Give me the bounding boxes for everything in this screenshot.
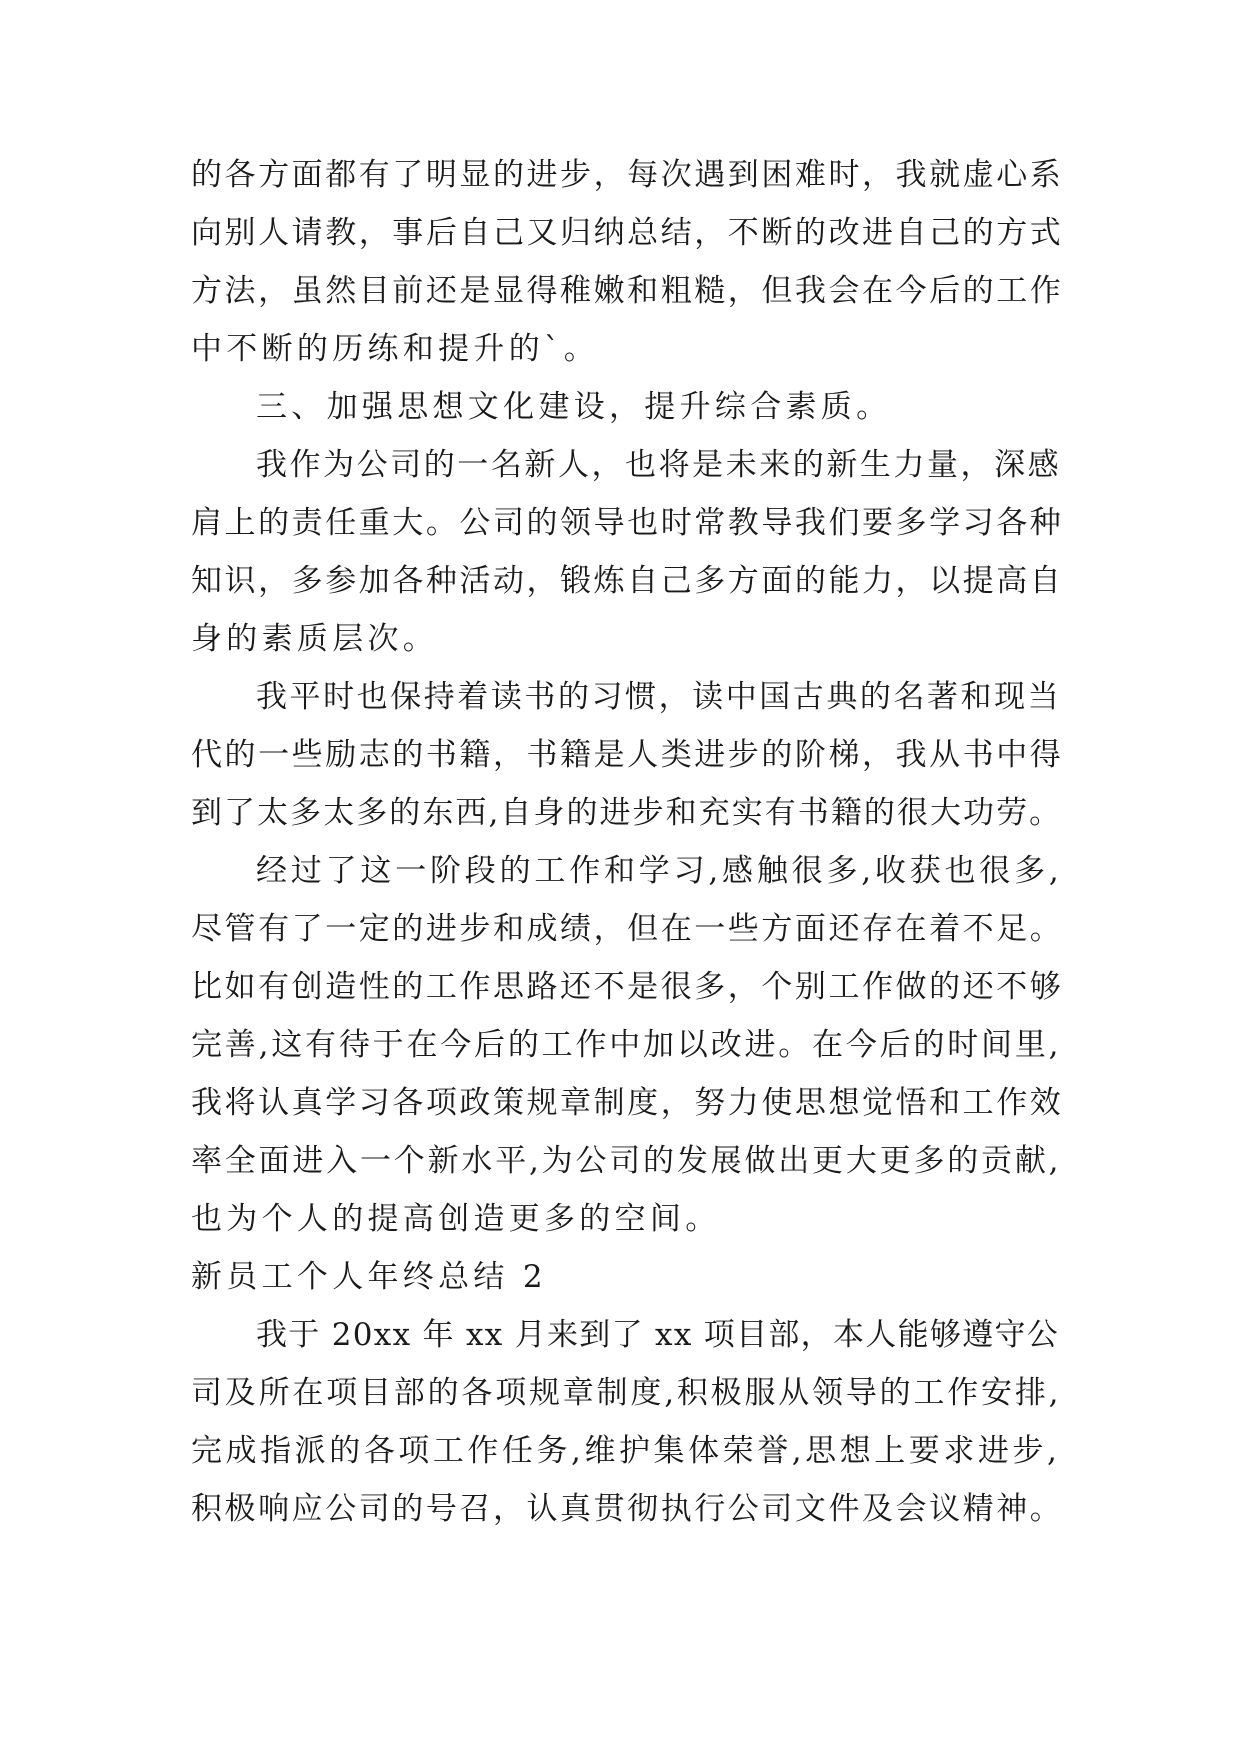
text-line: 肩上的责任重大。公司的领导也时常教导我们要多学习各种 [191, 505, 1064, 541]
text-line: 比如有创造性的工作思路还不是很多，个别工作做的还不够 [191, 969, 1064, 1005]
text-line: 中不断的历练和提升的`。 [191, 331, 600, 367]
text-line: 我将认真学习各项政策规章制度，努力使思想觉悟和工作效 [191, 1085, 1064, 1121]
text-line: 司及所在项目部的各项规章制度,积极服从领导的工作安排, [191, 1375, 1062, 1411]
text-line: 代的一些励志的书籍，书籍是人类进步的阶梯，我从书中得 [191, 737, 1064, 773]
text-line: 我于 20xx 年 xx 月来到了 xx 项目部，本人能够遵守公 [256, 1317, 1060, 1353]
text-line: 我作为公司的一名新人，也将是未来的新生力量，深感 [256, 447, 1062, 483]
text-line: 身的素质层次。 [191, 621, 439, 657]
text-line: 积极响应公司的号召，认真贯彻执行公司文件及会议精神。 [191, 1491, 1064, 1527]
section-heading: 三、加强思想文化建设，提升综合素质。 [256, 389, 892, 425]
document-subtitle: 新员工个人年终总结 2 [191, 1259, 547, 1295]
text-line: 方法，虽然目前还是显得稚嫩和粗糙，但我会在今后的工作 [191, 273, 1064, 309]
text-line: 的各方面都有了明显的进步，每次遇到困难时，我就虚心系 [191, 157, 1064, 193]
text-line: 也为个人的提高创造更多的空间。 [191, 1201, 721, 1237]
text-line: 知识，多参加各种活动，锻炼自己多方面的能力，以提高自 [191, 563, 1064, 599]
text-line: 尽管有了一定的进步和成绩，但在一些方面还存在着不足。 [191, 911, 1064, 947]
text-line: 到了太多太多的东西,自身的进步和充实有书籍的很大功劳。 [191, 795, 1063, 831]
text-line: 完成指派的各项工作任务,维护集体荣誉,思想上要求进步, [191, 1433, 1061, 1469]
text-line: 经过了这一阶段的工作和学习,感触很多,收获也很多, [256, 853, 1063, 889]
text-line: 我平时也保持着读书的习惯，读中国古典的名著和现当 [256, 679, 1062, 715]
text-line: 向别人请教，事后自己又归纳总结，不断的改进自己的方式 [191, 215, 1064, 251]
text-line: 率全面进入一个新水平,为公司的发展做出更大更多的贡献, [191, 1143, 1062, 1179]
text-line: 完善,这有待于在今后的工作中加以改进。在今后的时间里, [191, 1027, 1062, 1063]
